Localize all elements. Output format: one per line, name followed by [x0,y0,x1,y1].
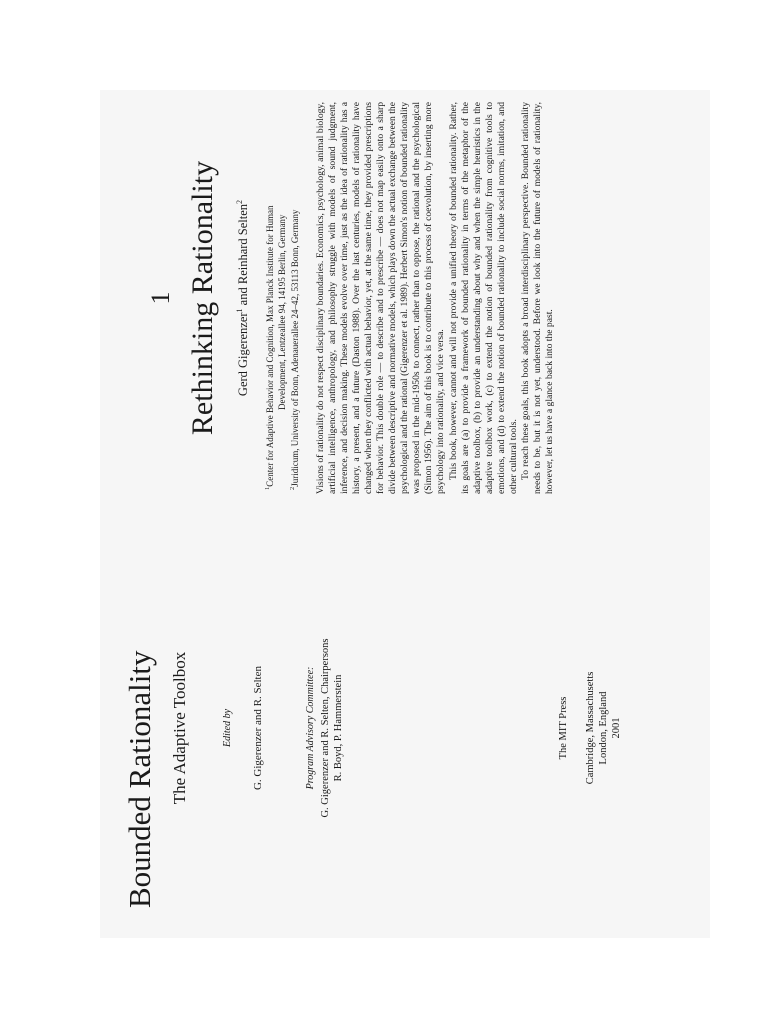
affiliation-1-line: Development, Lentzeallee 94, 14195 Berlin, Germany [276,214,287,410]
chapter-page [100,90,710,508]
committee-label: Program Advisory Committee: [305,666,316,790]
editors: G. Gigerenzer and R. Selten [252,666,264,791]
affiliation-1-sup: 1 [264,486,271,490]
affiliation-2-line: Juridicum, University of Bonn, Adenauerallee 24–42, 53113 Bonn, Germany [290,209,300,487]
chapter-number: 1 [146,291,175,305]
imprint-line: 2001 [611,717,622,739]
author-1-sup: 1 [235,308,244,313]
rotated-book-spread [100,90,710,938]
publisher: The MIT Press [558,696,569,760]
title-page [100,528,710,938]
body-paragraph: Visions of rationality do not respect disciplinary boundaries. Economics, psychology, animal biology, artificial intelligence, anthropology, and philosophy struggle with models of sound judgment, inference, and decision making. These models evolve over time, just as the idea of rationality has a history, a present, and a future (Daston 1988). Over the last centuries, models of rationality have changed when they conflicted with actual behavior, yet, at the same time, they provided prescriptions for behavior. This double role — to describe and to prescribe — does not map easily onto a sharp divide between descriptive and normative models, which plays down the actual exchange between the psychological and the rational (Gigerenzer et al. 1989). Herbert Simon's notion of bounded rationality was proposed in the mid-1950s to connect, rather than to oppose, the rational and the psychological (Simon 1956). The aim of this book is to contribute to this process of coevolution, by inserting more psychology into rationality, and vice versa. [315,102,447,494]
author-1: Gerd Gigerenzer [236,312,251,397]
imprint-line: Cambridge, Massachusetts [585,671,596,785]
affiliation-1 [262,100,288,490]
chapter-body [315,102,556,494]
affiliation-2 [287,100,302,490]
affiliation-2-sup: 2 [289,486,296,490]
scanned-spread [100,90,710,938]
author-2: and Reinhard Selten [236,203,251,309]
edited-by-label: Edited by [222,708,233,748]
author-2-sup: 2 [235,199,244,204]
book-subtitle: The Adaptive Toolbox [170,651,189,805]
body-paragraph: This book, however, cannot and will not provide a unified theory of bounded rationality. Rather, its goals are (a) to provide a framework of bounded rationality in terms of the metaphor of the adaptive toolbox, (b) to provide an understanding about why and when the simple heuristics in the adaptive toolbox work, (c) to extend the notion of bounded rationality from cognitive tools to emotions, and (d) to extend the notion of bounded rationality to include social norms, imitation, and other cultural tools. [447,102,519,494]
body-paragraph: To reach these goals, this book adopts a broad interdisciplinary perspective. Bounded rationality needs to be, but it is not yet, understood. Before we look into the future of models of rationality, however, let us have a glance back into the past. [519,102,555,494]
book-title: Bounded Rationality [122,650,157,908]
committee-line: G. Gigerenzer and R. Selten, Chairpersons [320,638,331,818]
imprint-line: London, England [598,691,609,765]
chapter-title: Rethinking Rationality [186,160,219,436]
committee-line: R. Boyd, P. Hammerstein [333,674,344,782]
affiliation-1-line: Center for Adaptive Behavior and Cognition, Max Planck Institute for Human [265,205,275,487]
chapter-authors [235,108,251,488]
